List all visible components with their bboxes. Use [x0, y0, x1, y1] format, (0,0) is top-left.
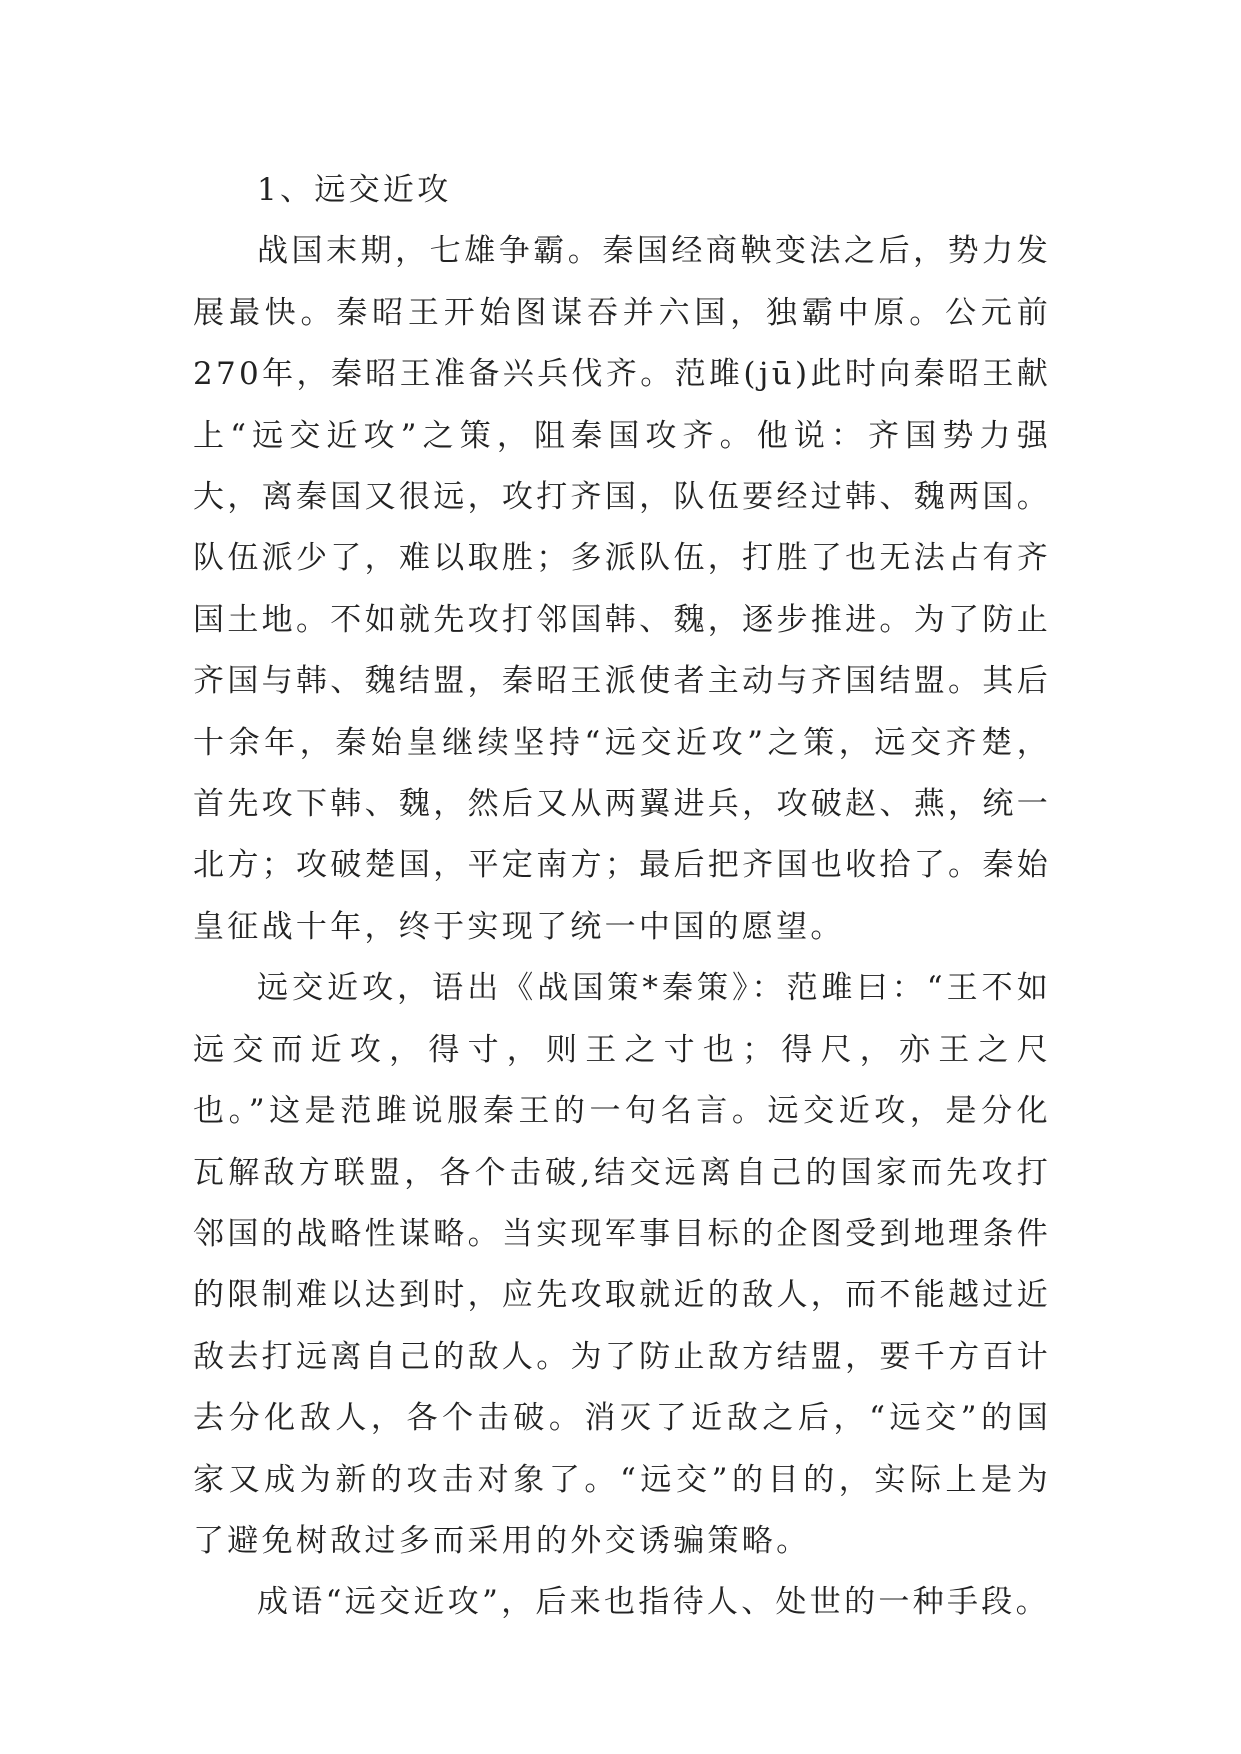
- section-heading: 1、远交近攻: [257, 172, 452, 208]
- paragraph-history: 战国末期，七雄争霸。秦国经商鞅变法之后，势力发展最快。秦昭王开始图谋吞并六国，独霸中原。公元前270年，秦昭王准备兴兵伐齐。范雎(jū)此时向秦昭王献上“远交近攻”之策，阻秦国攻齐。他说：齐国势力强大，离秦国又很远，攻打齐国，队伍要经过韩、魏两国。队伍派少了，难以取胜；多派队伍，打胜了也无法占有齐国土地。不如就先攻打邻国韩、魏，逐步推进。为了防止齐国与韩、魏结盟，秦昭王派使者主动与齐国结盟。其后十余年，秦始皇继续坚持“远交近攻”之策，远交齐楚，首先攻下韩、魏，然后又从两翼进兵，攻破赵、燕，统一北方；攻破楚国，平定南方；最后把齐国也收拾了。秦始皇征战十年，终于实现了统一中国的愿望。: [193, 233, 1051, 945]
- paragraph-idiom: 成语“远交近攻”，后来也指待人、处世的一种手段。: [257, 1584, 1050, 1621]
- paragraph-origin: 远交近攻，语出《战国策*秦策》：范雎曰：“王不如远交而近攻，得寸，则王之寸也；得尺，亦王之尺也。”这是范雎说服秦王的一句名言。远交近攻，是分化瓦解敌方联盟，各个击破,结交远离自己的国家而先攻打邻国的战略性谋略。当实现军事目标的企图受到地理条件的限制难以达到时，应先攻取就近的敌人，而不能越过近敌去打远离自己的敌人。为了防止敌方结盟，要千方百计去分化敌人，各个击破。消灭了近敌之后，“远交”的国家又成为新的攻击对象了。“远交”的目的，实际上是为了避免树敌过多而采用的外交诱骗策略。: [193, 970, 1051, 1559]
- document-body: [193, 160, 1051, 1634]
